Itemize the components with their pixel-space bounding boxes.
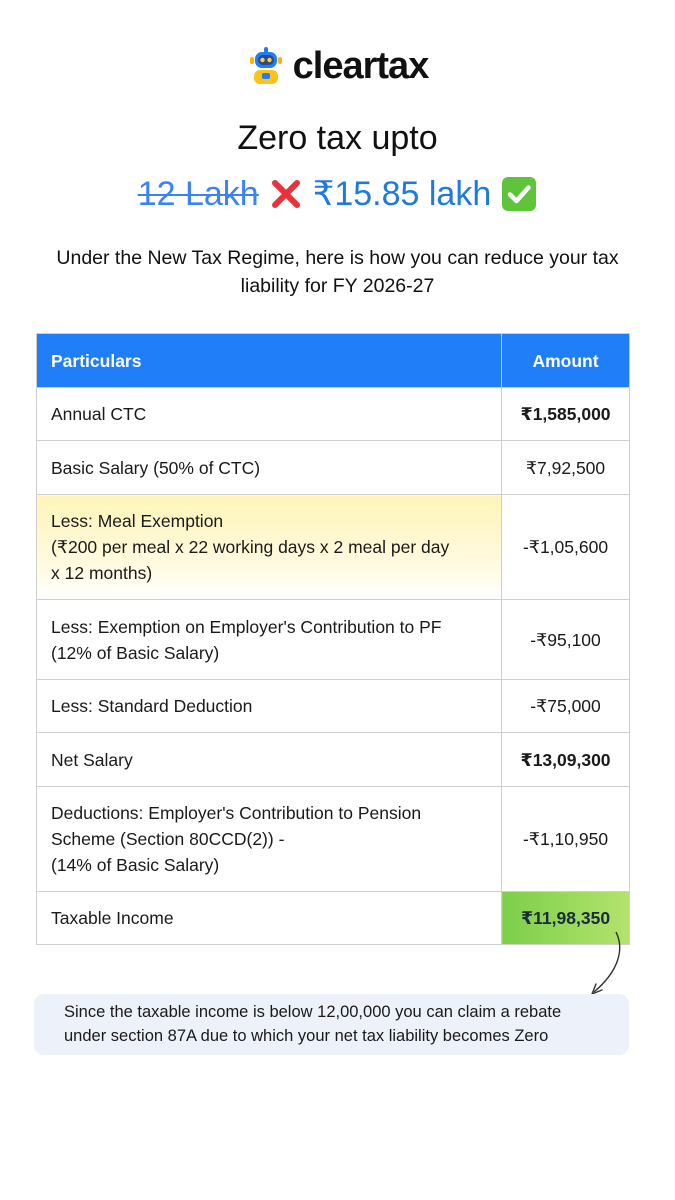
row-label-line: x 12 months) — [51, 563, 153, 583]
row-label-line: (₹200 per meal x 22 working days x 2 meal per day — [51, 537, 450, 557]
row-standard-deduction — [37, 680, 630, 733]
row-amount: -₹75,000 — [502, 680, 630, 733]
brand-logo — [0, 46, 675, 86]
salary-breakdown-table — [36, 333, 630, 945]
row-label — [37, 733, 502, 787]
rebate-note: Since the taxable income is below 12,00,000 you can claim a rebate under section 87A due to which your net tax liability becomes Zero — [34, 994, 629, 1055]
row-pension-deduction — [37, 787, 630, 892]
row-label-line: Less: Meal Exemption — [51, 511, 224, 531]
row-label-line: Deductions: Employer's Contribution to Pension — [51, 803, 422, 823]
row-amount: ₹13,09,300 — [502, 733, 630, 787]
row-label — [37, 388, 502, 441]
green-check-mark-icon — [501, 176, 537, 212]
row-label — [37, 680, 502, 733]
row-taxable-income — [37, 892, 630, 945]
new-limit-value: ₹15.85 lakh — [312, 175, 492, 213]
red-cross-mark-icon — [269, 177, 303, 211]
row-label-line: Scheme (Section 80CCD(2)) - — [51, 829, 285, 849]
taxable-income-amount: ₹11,98,350 — [502, 892, 630, 945]
row-pf-exemption — [37, 600, 630, 680]
row-amount: -₹1,05,600 — [502, 495, 630, 600]
row-amount: ₹1,585,000 — [502, 388, 630, 441]
row-amount: -₹1,10,950 — [502, 787, 630, 892]
row-amount: -₹95,100 — [502, 600, 630, 680]
row-label-line: Less: Standard Deduction — [51, 696, 253, 716]
brand-name: cleartax — [292, 45, 429, 87]
curved-arrow-icon — [580, 930, 630, 1002]
row-label — [37, 600, 502, 680]
row-label-line: Annual CTC — [51, 404, 147, 424]
headline-values — [0, 172, 675, 216]
header-amount: Amount — [502, 334, 630, 388]
row-annual-ctc — [37, 388, 630, 441]
table-header-row — [37, 334, 630, 388]
header-particulars: Particulars — [37, 334, 502, 388]
row-meal-exemption — [37, 495, 630, 600]
robot-mascot-icon — [247, 46, 285, 86]
row-label-line: Net Salary — [51, 749, 133, 770]
row-label — [37, 441, 502, 495]
row-label — [37, 892, 502, 945]
row-net-salary — [37, 733, 630, 787]
headline: Zero tax upto — [237, 119, 438, 157]
row-label — [37, 495, 502, 600]
row-label-line: (12% of Basic Salary) — [51, 642, 220, 663]
row-label-line: (14% of Basic Salary) — [51, 855, 220, 875]
intro-text: Under the New Tax Regime, here is how you can reduce your tax liability for FY 2026-27 — [56, 247, 619, 297]
row-label-line: Basic Salary (50% of CTC) — [51, 457, 261, 478]
row-basic-salary — [37, 441, 630, 495]
row-label-line: Less: Exemption on Employer's Contribution to PF — [51, 616, 442, 637]
row-amount: ₹7,92,500 — [502, 441, 630, 495]
row-label — [37, 787, 502, 892]
row-label-line: Taxable Income — [51, 908, 174, 928]
old-limit-value: 12 Lakh — [137, 175, 259, 213]
